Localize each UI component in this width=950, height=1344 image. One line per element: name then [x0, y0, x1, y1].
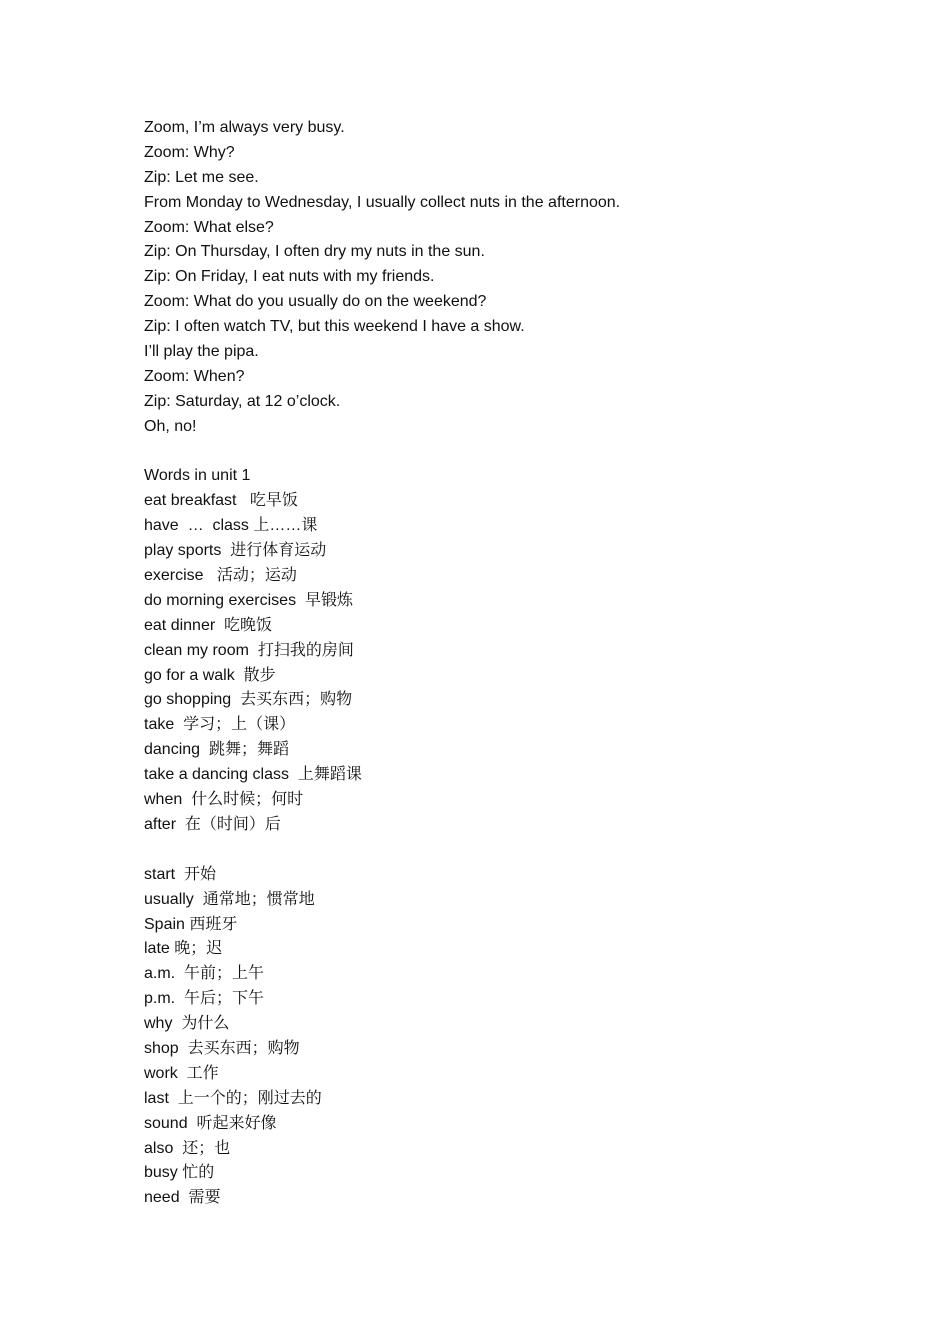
- dialogue-section: [144, 116, 904, 440]
- dialogue-line: Zoom: Why?: [144, 143, 235, 161]
- vocabulary-item: why 为什么: [144, 1015, 230, 1033]
- vocabulary-item: take a dancing class 上舞蹈课: [144, 766, 362, 784]
- vocabulary-item: sound 听起来好像: [144, 1114, 277, 1132]
- dialogue-line: Zoom: What else?: [144, 218, 274, 236]
- vocabulary-item: after 在（时间）后: [144, 815, 281, 833]
- dialogue-line: Zoom: What do you usually do on the weekend?: [144, 293, 487, 311]
- dialogue-line: Zip: Let me see.: [144, 168, 259, 186]
- dialogue-line: I’ll play the pipa.: [144, 343, 259, 361]
- blank-line: [144, 838, 904, 863]
- vocabulary-item: usually 通常地；惯常地: [144, 890, 315, 908]
- blank-line: [144, 440, 904, 465]
- vocabulary-item: have … class 上……课: [144, 517, 318, 535]
- dialogue-line: Zip: On Friday, I eat nuts with my friends.: [144, 268, 435, 286]
- dialogue-line: Zoom, I’m always very busy.: [144, 119, 345, 136]
- dialogue-line: Zip: I often watch TV, but this weekend I have a show.: [144, 318, 525, 336]
- vocabulary-item: Spain 西班牙: [144, 915, 238, 933]
- vocabulary-item: also 还；也: [144, 1139, 231, 1157]
- document-body: [144, 116, 904, 1211]
- vocabulary-item: need 需要: [144, 1189, 221, 1207]
- vocabulary-section-continued: [144, 863, 904, 1211]
- vocabulary-item: eat dinner 吃晚饭: [144, 616, 273, 634]
- vocabulary-item: eat breakfast 吃早饭: [144, 492, 298, 510]
- vocabulary-item: p.m. 午后；下午: [144, 990, 265, 1008]
- vocabulary-item: exercise 活动；运动: [144, 567, 297, 585]
- vocabulary-item: go for a walk 散步: [144, 666, 276, 684]
- vocabulary-item: play sports 进行体育运动: [144, 542, 327, 560]
- vocabulary-item: go shopping 去买东西；购物: [144, 691, 353, 709]
- vocabulary-heading: Words in unit 1: [144, 467, 251, 485]
- vocabulary-section: [144, 464, 904, 837]
- vocabulary-item: shop 去买东西；购物: [144, 1039, 300, 1057]
- vocabulary-item: busy 忙的: [144, 1164, 215, 1182]
- dialogue-line: From Monday to Wednesday, I usually collect nuts in the afternoon.: [144, 193, 621, 211]
- dialogue-line: Zip: Saturday, at 12 o’clock.: [144, 392, 341, 410]
- vocabulary-item: take 学习；上（课）: [144, 716, 296, 734]
- vocabulary-item: late 晚；迟: [144, 940, 223, 958]
- dialogue-line: Oh, no!: [144, 417, 197, 435]
- vocabulary-item: clean my room 打扫我的房间: [144, 641, 354, 659]
- vocabulary-item: start 开始: [144, 865, 217, 883]
- vocabulary-item: a.m. 午前；上午: [144, 965, 265, 983]
- dialogue-line: Zip: On Thursday, I often dry my nuts in the sun.: [144, 243, 485, 261]
- vocabulary-item: work 工作: [144, 1064, 219, 1082]
- vocabulary-item: when 什么时候；何时: [144, 791, 304, 809]
- vocabulary-item: do morning exercises 早锻炼: [144, 591, 353, 609]
- dialogue-line: Zoom: When?: [144, 367, 245, 385]
- vocabulary-item: last 上一个的；刚过去的: [144, 1089, 322, 1107]
- vocabulary-item: dancing 跳舞；舞蹈: [144, 741, 289, 759]
